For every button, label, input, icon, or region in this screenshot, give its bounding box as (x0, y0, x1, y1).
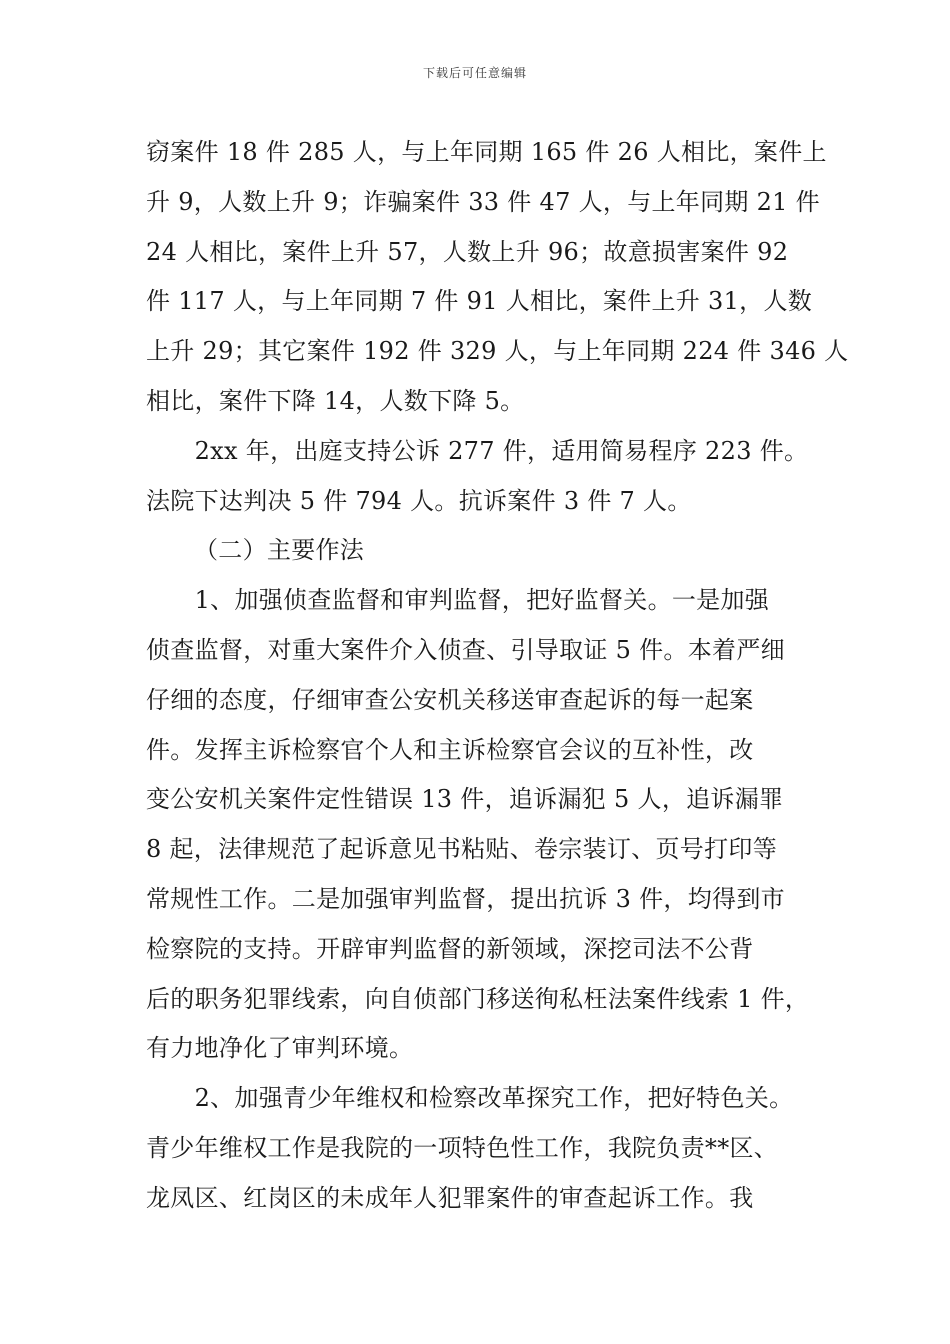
text-line: 2xx 年，出庭支持公诉 277 件，适用简易程序 223 件。 (146, 436, 809, 465)
text-line: 上升 29；其它案件 192 件 329 人，与上年同期 224 件 346 人 (146, 337, 849, 366)
section-heading: （二）主要作法 (194, 536, 365, 565)
text-line: 龙凤区、红岗区的未成年人犯罪案件的审查起诉工作。我 (146, 1183, 754, 1212)
text-line: 后的职务犯罪线索，向自侦部门移送徇私枉法案件线索 1 件， (146, 984, 810, 1013)
text-line: 常规性工作。二是加强审判监督，提出抗诉 3 件，均得到市 (146, 884, 785, 913)
text-line: 2、加强青少年维权和检察改革探究工作，把好特色关。 (146, 1084, 794, 1113)
text-line: 青少年维权工作是我院的一项特色性工作，我院负责**区、 (146, 1133, 779, 1162)
text-line: 检察院的支持。开辟审判监督的新领域，深挖司法不公背 (146, 934, 754, 963)
page-header: 下载后可任意编辑 (422, 66, 527, 80)
paragraph-court-summary (146, 427, 812, 527)
text-line: 1、加强侦查监督和审判监督，把好监督关。一是加强 (146, 586, 770, 615)
text-line: 8 起，法律规范了起诉意见书粘贴、卷宗装订、页号打印等 (146, 835, 777, 864)
text-line: 仔细的态度，仔细审查公安机关移送审查起诉的每一起案 (146, 685, 754, 714)
text-line: 24 人相比，案件上升 57，人数上升 96；故意损害案件 92 (146, 237, 789, 266)
text-line: 变公安机关案件定性错误 13 件，追诉漏犯 5 人，追诉漏罪 (146, 785, 784, 814)
paragraph-supervision (146, 576, 812, 1074)
text-line: 件 117 人，与上年同期 7 件 91 人相比，案件上升 31，人数 (146, 287, 813, 316)
text-line: 件。发挥主诉检察官个人和主诉检察官会议的互补性，改 (146, 735, 754, 764)
text-line: 相比，案件下降 14，人数下降 5。 (146, 386, 525, 415)
document-body (146, 128, 849, 1224)
paragraph-statistics (146, 128, 849, 427)
text-line: 升 9，人数上升 9；诈骗案件 33 件 47 人，与上年同期 21 件 (146, 187, 820, 216)
text-line: 窃案件 18 件 285 人，与上年同期 165 件 26 人相比，案件上 (146, 138, 827, 166)
paragraph-youth-rights (146, 1074, 812, 1223)
text-line: 有力地净化了审判环境。 (146, 1034, 414, 1063)
text-line: 法院下达判决 5 件 794 人。抗诉案件 3 件 7 人。 (146, 486, 692, 515)
text-line: 侦查监督，对重大案件介入侦查、引导取证 5 件。本着严细 (146, 635, 785, 664)
